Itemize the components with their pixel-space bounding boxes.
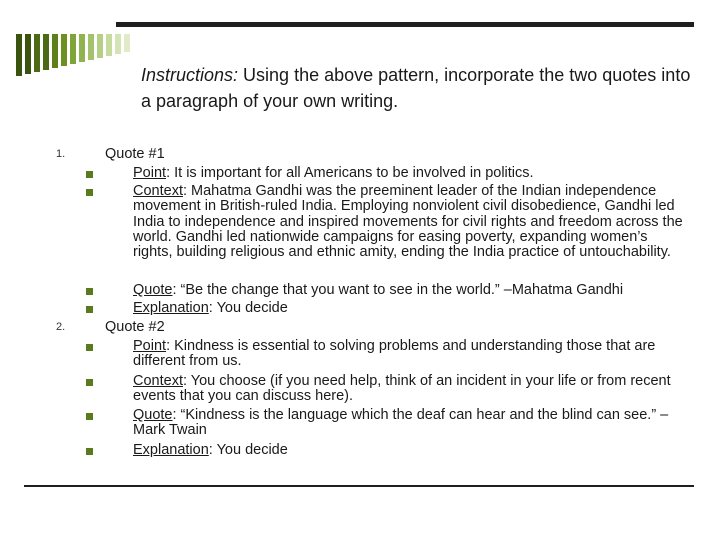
quote-label: Quote <box>133 282 173 298</box>
context-text: : Mahatma Gandhi was the preeminent leader of the Indian independence movement in British-ruled India. Employing nonviolent civil disobedience, Gandhi led India to independence and inspired movements for civil rights and freedom across the world. Gandhi led nationwide campaigns for easing poverty, expanding women’s rights, building religious and ethnic amity, ending the India practice of untouchability. <box>133 183 683 261</box>
decor-bar <box>16 34 22 76</box>
decor-bar <box>97 34 103 58</box>
top-rule <box>116 22 694 27</box>
list-number-2: 2. <box>56 321 66 333</box>
decor-bar <box>34 34 40 72</box>
decor-bar <box>106 34 112 56</box>
quote1-point <box>133 166 688 181</box>
bullet-icon <box>86 344 93 351</box>
explanation-text: : You decide <box>208 442 288 458</box>
list-number-1: 1. <box>56 148 66 160</box>
quote2-point <box>133 339 688 370</box>
quote-text: : “Be the change that you want to see in the world.” –Mahatma Gandhi <box>172 282 624 298</box>
quote1-quote <box>133 283 688 298</box>
quote2-quote <box>133 408 688 439</box>
quote1-context <box>133 184 688 260</box>
bullet-icon <box>86 413 93 420</box>
quote2-context <box>133 374 688 405</box>
context-label: Context <box>133 183 183 199</box>
decor-bar <box>124 34 130 52</box>
point-text: : It is important for all Americans to be involved in politics. <box>166 165 534 181</box>
explanation-label: Explanation <box>133 300 209 316</box>
bottom-rule <box>24 485 694 487</box>
bullet-icon <box>86 288 93 295</box>
context-label: Context <box>133 373 183 389</box>
point-text: : Kindness is essential to solving problems and understanding those that are different from us. <box>133 338 656 370</box>
quote-label: Quote <box>133 407 173 423</box>
quote-text: : “Kindness is the language which the deaf can hear and the blind can see.” –Mark Twain <box>133 407 669 439</box>
bullet-icon <box>86 171 93 178</box>
point-label: Point <box>133 165 167 181</box>
decor-bar <box>115 34 121 54</box>
point-label: Point <box>133 338 167 354</box>
decor-bar <box>70 34 76 64</box>
quote1-title: Quote #1 <box>105 146 165 162</box>
bullet-icon <box>86 448 93 455</box>
decor-bar <box>79 34 85 62</box>
quote1-explanation <box>133 301 688 316</box>
bullet-icon <box>86 189 93 196</box>
bullet-icon <box>86 379 93 386</box>
bullet-icon <box>86 306 93 313</box>
instructions <box>141 62 701 114</box>
decor-bar <box>43 34 49 70</box>
decor-bar <box>52 34 58 68</box>
instructions-text: Using the above pattern, incorporate the two quotes into a paragraph of your own writing. <box>141 65 691 111</box>
quote2-explanation <box>133 443 688 458</box>
decor-bar <box>61 34 67 66</box>
explanation-text: : You decide <box>208 300 288 316</box>
context-text: : You choose (if you need help, think of an incident in your life or from recent events that you can discuss here). <box>133 373 671 405</box>
instructions-lead: Instructions: <box>141 65 239 85</box>
explanation-label: Explanation <box>133 442 209 458</box>
decorative-bars <box>16 34 136 76</box>
quote2-title: Quote #2 <box>105 319 165 335</box>
decor-bar <box>88 34 94 60</box>
decor-bar <box>25 34 31 74</box>
